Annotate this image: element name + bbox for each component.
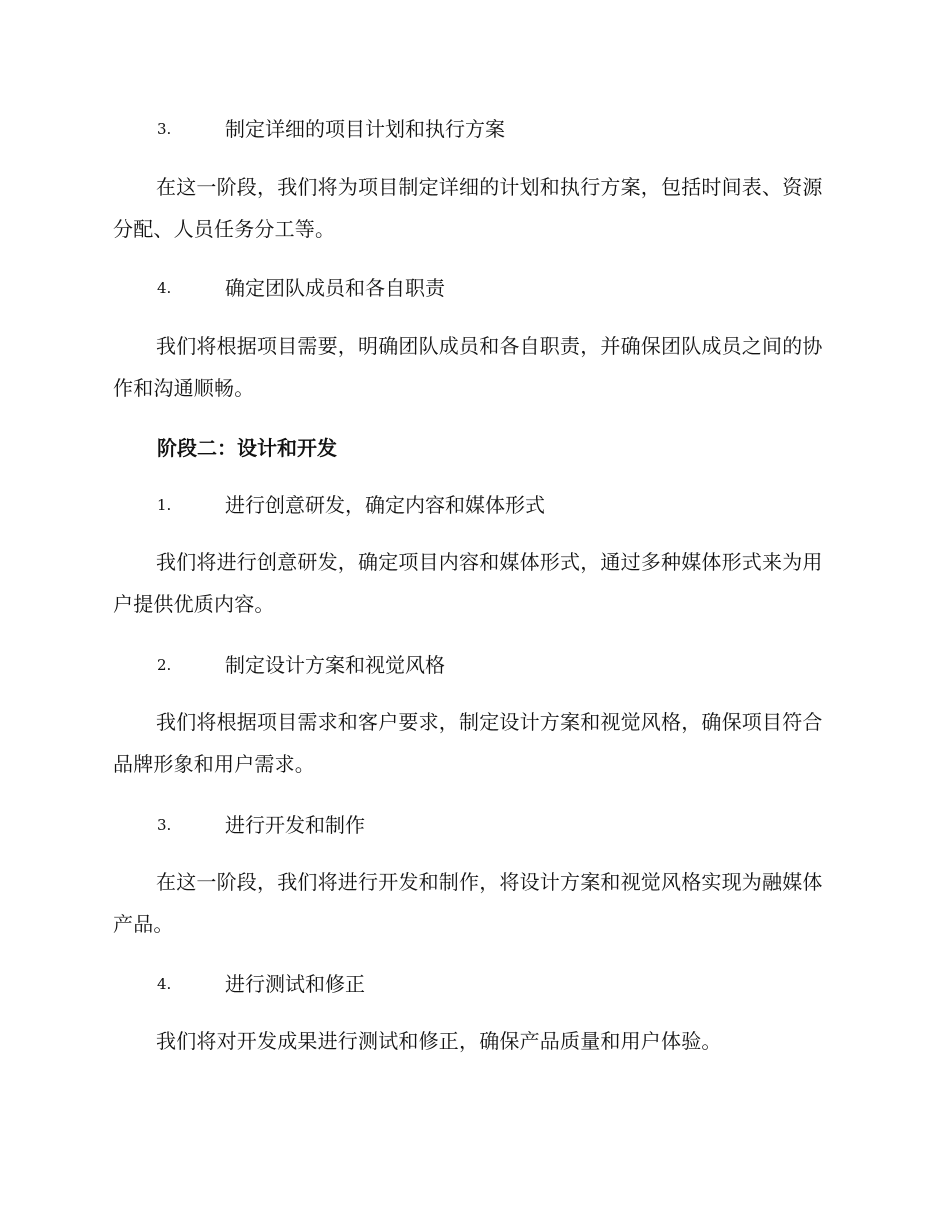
list-item-test (157, 968, 365, 1000)
list-number: 4. (157, 279, 172, 297)
list-number: 3. (157, 120, 172, 138)
list-item-text: 制定详细的项目计划和执行方案 (225, 117, 505, 141)
list-item-text: 确定团队成员和各自职责 (225, 276, 445, 300)
list-item-develop (157, 809, 365, 841)
list-item-plan (157, 113, 505, 145)
list-item-text: 制定设计方案和视觉风格 (225, 653, 445, 677)
list-item-text: 进行开发和制作 (225, 813, 365, 837)
paragraph-design: 我们将根据项目需求和客户要求，制定设计方案和视觉风格，确保项目符合品牌形象和用户需求。 (113, 710, 823, 776)
paragraph-creative: 我们将进行创意研发，确定项目内容和媒体形式，通过多种媒体形式来为用户提供优质内容。 (113, 550, 823, 616)
list-item-creative (157, 489, 545, 521)
list-number: 3. (157, 816, 172, 834)
paragraph-test: 我们将对开发成果进行测试和修正，确保产品质量和用户体验。 (156, 1029, 722, 1053)
list-item-team (157, 272, 445, 304)
paragraph-team: 我们将根据项目需要，明确团队成员和各自职责，并确保团队成员之间的协作和沟通顺畅。 (113, 334, 823, 400)
list-number: 4. (157, 975, 172, 993)
list-number: 2. (157, 656, 172, 674)
paragraph-develop: 在这一阶段，我们将进行开发和制作，将设计方案和视觉风格实现为融媒体产品。 (113, 870, 823, 936)
section-heading: 阶段二：设计和开发 (157, 436, 337, 460)
list-item-text: 进行创意研发，确定内容和媒体形式 (225, 493, 545, 517)
list-number: 1. (157, 496, 172, 514)
paragraph-plan: 在这一阶段，我们将为项目制定详细的计划和执行方案，包括时间表、资源分配、人员任务分工等。 (113, 175, 823, 241)
list-item-text: 进行测试和修正 (225, 972, 365, 996)
list-item-design (157, 649, 445, 681)
